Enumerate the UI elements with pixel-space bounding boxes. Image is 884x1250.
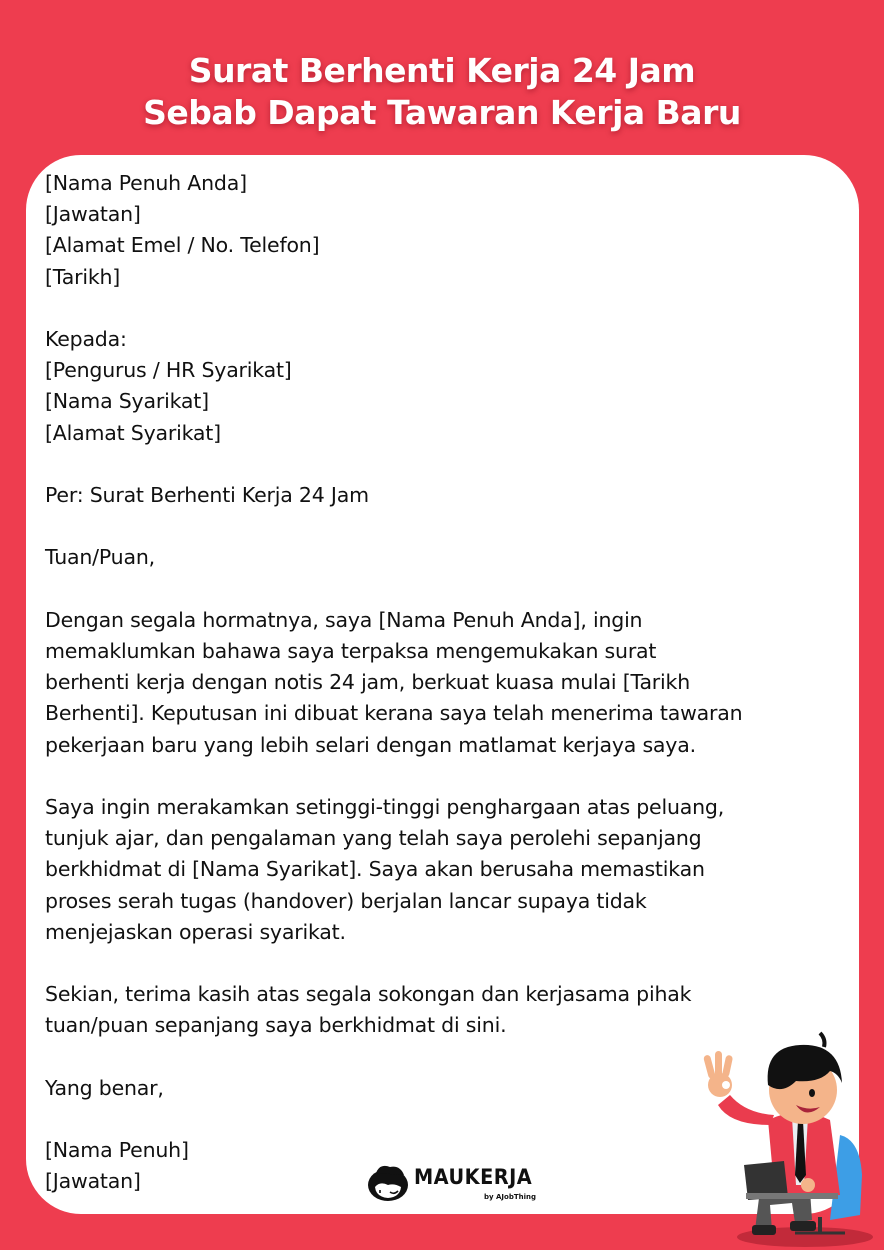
sender-date: [Tarikh] bbox=[45, 264, 121, 289]
boy-face-icon bbox=[366, 1163, 410, 1203]
recipient-address: [Alamat Syarikat] bbox=[45, 420, 221, 445]
paragraph-line: Saya ingin merakamkan setinggi-tinggi penghargaan atas peluang, bbox=[45, 794, 725, 819]
paragraph-line: memaklumkan bahawa saya terpaksa mengemukakan surat bbox=[45, 638, 657, 663]
sender-block bbox=[45, 168, 855, 293]
paragraph-line: pekerjaan baru yang lebih selari dengan matlamat kerjaya saya. bbox=[45, 732, 696, 757]
recipient-company: [Nama Syarikat] bbox=[45, 389, 209, 414]
paragraph-line: berkhidmat di [Nama Syarikat]. Saya akan berusaha memastikan bbox=[45, 857, 705, 882]
brand-tagline: by AJobThing bbox=[484, 1193, 537, 1201]
page-title bbox=[0, 50, 884, 134]
mascot-illustration bbox=[700, 1025, 884, 1250]
recipient-label: Kepada: bbox=[45, 327, 127, 351]
letter-subject: Per: Surat Berhenti Kerja 24 Jam bbox=[45, 483, 369, 507]
sender-contact: [Alamat Emel / No. Telefon] bbox=[45, 233, 320, 258]
paragraph-line: tunjuk ajar, dan pengalaman yang telah saya perolehi sepanjang bbox=[45, 826, 702, 851]
sender-name: [Nama Penuh Anda] bbox=[45, 171, 247, 195]
maukerja-logo bbox=[366, 1163, 566, 1203]
paragraph-line: tuan/puan sepanjang saya berkhidmat di sini. bbox=[45, 1013, 507, 1038]
recipient-block bbox=[45, 324, 855, 449]
paragraph-line: Dengan segala hormatnya, saya [Nama Penuh Anda], ingin bbox=[45, 607, 643, 632]
recipient-manager: [Pengurus / HR Syarikat] bbox=[45, 358, 292, 383]
salutation: Tuan/Puan, bbox=[45, 545, 155, 570]
paragraph-line: Sekian, terima kasih atas segala sokongan dan kerjasama pihak bbox=[45, 982, 692, 1007]
paragraph-line: Berhenti]. Keputusan ini dibuat kerana saya telah menerima tawaran bbox=[45, 701, 743, 726]
sender-position: [Jawatan] bbox=[45, 202, 141, 227]
brand-name: MAUKERJA bbox=[414, 1165, 533, 1189]
title-line-2: Sebab Dapat Tawaran Kerja Baru bbox=[143, 93, 741, 132]
paragraph-line: berhenti kerja dengan notis 24 jam, berkuat kuasa mulai [Tarikh bbox=[45, 670, 690, 695]
paragraph-1 bbox=[45, 605, 855, 761]
paragraph-line: menjejaskan operasi syarikat. bbox=[45, 919, 346, 944]
paragraph-2 bbox=[45, 792, 855, 948]
signature-name: [Nama Penuh] bbox=[45, 1138, 189, 1163]
signature-position: [Jawatan] bbox=[45, 1169, 141, 1194]
closing: Yang benar, bbox=[45, 1075, 164, 1100]
paragraph-line: proses serah tugas (handover) berjalan lancar supaya tidak bbox=[45, 888, 647, 913]
title-line-1: Surat Berhenti Kerja 24 Jam bbox=[188, 51, 696, 90]
